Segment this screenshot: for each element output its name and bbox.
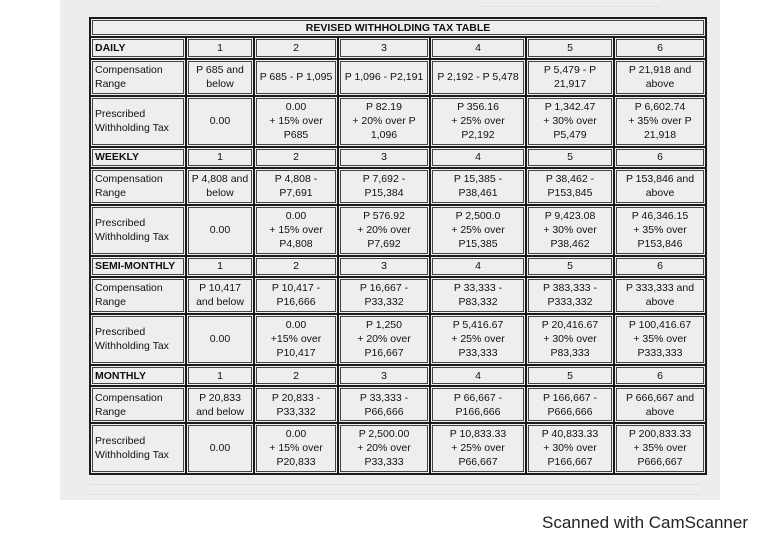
compensation-range-cell: P 15,385 - P38,461 (430, 168, 526, 205)
bracket-number: 5 (526, 37, 614, 58)
bracket-number: 3 (338, 147, 430, 168)
compensation-range-cell: P 33,333 - P83,332 (430, 277, 526, 314)
bracket-number: 1 (186, 37, 254, 58)
bracket-number: 3 (338, 256, 430, 277)
compensation-range-cell: P 2,192 - P 5,478 (430, 59, 526, 96)
period-label: MONTHLY (90, 365, 186, 386)
compensation-range-cell: P 1,096 - P2,191 (338, 59, 430, 96)
compensation-range-cell: P 38,462 - P153,845 (526, 168, 614, 205)
withholding-tax-cell: P 100,416.67 + 35% over P333,333 (614, 314, 706, 365)
weekly-withholding-row (90, 205, 706, 256)
bracket-number: 4 (430, 37, 526, 58)
compensation-range-cell: P 66,667 - P166,666 (430, 386, 526, 423)
compensation-range-cell: P 383,333 - P333,332 (526, 277, 614, 314)
camscanner-watermark: Scanned with CamScanner (538, 511, 752, 535)
withholding-tax-cell: P 576.92 + 20% over P7,692 (338, 205, 430, 256)
withholding-tax-label: Prescribed Withholding Tax (90, 423, 186, 474)
withholding-tax-cell: P 9,423.08 + 30% over P38,462 (526, 205, 614, 256)
bracket-number: 6 (614, 365, 706, 386)
withholding-tax-cell: P 1,342.47 + 30% over P5,479 (526, 96, 614, 147)
bracket-number: 3 (338, 365, 430, 386)
weekly-header-row (90, 147, 706, 168)
bracket-number: 4 (430, 365, 526, 386)
withholding-tax-cell: P 10,833.33 + 25% over P66,667 (430, 423, 526, 474)
withholding-tax-cell: 0.00 (186, 314, 254, 365)
compensation-range-label: Compensation Range (90, 277, 186, 314)
compensation-range-cell: P 333,333 and above (614, 277, 706, 314)
withholding-tax-table (89, 17, 707, 475)
withholding-tax-cell: P 82.19 + 20% over P 1,096 (338, 96, 430, 147)
daily-header-row (90, 37, 706, 58)
period-label: SEMI-MONTHLY (90, 256, 186, 277)
compensation-range-cell: P 7,692 - P15,384 (338, 168, 430, 205)
bracket-number: 4 (430, 147, 526, 168)
withholding-tax-cell: P 1,250 + 20% over P16,667 (338, 314, 430, 365)
compensation-range-label: Compensation Range (90, 386, 186, 423)
compensation-range-cell: P 21,918 and above (614, 59, 706, 96)
compensation-range-cell: P 153,846 and above (614, 168, 706, 205)
withholding-tax-cell: P 2,500.0 + 25% over P15,385 (430, 205, 526, 256)
monthly-withholding-row (90, 423, 706, 474)
compensation-range-cell: P 685 and below (186, 59, 254, 96)
weekly-compensation-row (90, 168, 706, 205)
semi-monthly-compensation-row (90, 277, 706, 314)
withholding-tax-cell: P 20,416.67 + 30% over P83,333 (526, 314, 614, 365)
compensation-range-cell: P 4,808 - P7,691 (254, 168, 338, 205)
compensation-range-cell: P 16,667 - P33,332 (338, 277, 430, 314)
withholding-tax-cell: 0.00 + 15% over P685 (254, 96, 338, 147)
withholding-tax-cell: P 40,833.33 + 30% over P166,667 (526, 423, 614, 474)
withholding-tax-cell: 0.00 (186, 96, 254, 147)
compensation-range-cell: P 33,333 - P66,666 (338, 386, 430, 423)
bracket-number: 5 (526, 365, 614, 386)
withholding-tax-label: Prescribed Withholding Tax (90, 314, 186, 365)
withholding-tax-cell: 0.00 + 15% over P4,808 (254, 205, 338, 256)
compensation-range-cell: P 685 - P 1,095 (254, 59, 338, 96)
title-row (90, 18, 706, 37)
compensation-range-cell: P 10,417 and below (186, 277, 254, 314)
bracket-number: 1 (186, 365, 254, 386)
withholding-tax-cell: P 5,416.67 + 25% over P33,333 (430, 314, 526, 365)
bracket-number: 2 (254, 147, 338, 168)
compensation-range-cell: P 666,667 and above (614, 386, 706, 423)
bracket-number: 1 (186, 256, 254, 277)
bracket-number: 1 (186, 147, 254, 168)
table-body (90, 18, 706, 474)
bracket-number: 2 (254, 256, 338, 277)
bracket-number: 2 (254, 37, 338, 58)
withholding-tax-cell: P 356.16 + 25% over P2,192 (430, 96, 526, 147)
monthly-compensation-row (90, 386, 706, 423)
bleed-through-line (90, 494, 700, 495)
period-label: WEEKLY (90, 147, 186, 168)
compensation-range-cell: P 20,833 and below (186, 386, 254, 423)
withholding-tax-label: Prescribed Withholding Tax (90, 96, 186, 147)
monthly-header-row (90, 365, 706, 386)
withholding-tax-cell: P 6,602.74 + 35% over P 21,918 (614, 96, 706, 147)
period-label: DAILY (90, 37, 186, 58)
compensation-range-cell: P 20,833 - P33,332 (254, 386, 338, 423)
daily-withholding-row (90, 96, 706, 147)
withholding-tax-cell: P 200,833.33 + 35% over P666,667 (614, 423, 706, 474)
withholding-tax-cell: 0.00 (186, 205, 254, 256)
withholding-tax-cell: 0.00 (186, 423, 254, 474)
bracket-number: 3 (338, 37, 430, 58)
withholding-tax-cell: P 46,346.15 + 35% over P153,846 (614, 205, 706, 256)
bracket-number: 5 (526, 256, 614, 277)
bracket-number: 2 (254, 365, 338, 386)
bleed-through-line (90, 484, 700, 485)
semi-monthly-header-row (90, 256, 706, 277)
bracket-number: 6 (614, 37, 706, 58)
daily-compensation-row (90, 59, 706, 96)
compensation-range-label: Compensation Range (90, 59, 186, 96)
withholding-tax-cell: 0.00 +15% over P10,417 (254, 314, 338, 365)
compensation-range-label: Compensation Range (90, 168, 186, 205)
bracket-number: 6 (614, 147, 706, 168)
withholding-tax-cell: P 2,500.00 + 20% over P33,333 (338, 423, 430, 474)
compensation-range-cell: P 166,667 - P666,666 (526, 386, 614, 423)
withholding-tax-cell: 0.00 + 15% over P20,833 (254, 423, 338, 474)
semi-monthly-withholding-row (90, 314, 706, 365)
bleed-through-line (480, 6, 660, 7)
compensation-range-cell: P 10,417 - P16,666 (254, 277, 338, 314)
table-title: REVISED WITHHOLDING TAX TABLE (90, 18, 706, 37)
compensation-range-cell: P 4,808 and below (186, 168, 254, 205)
bracket-number: 5 (526, 147, 614, 168)
compensation-range-cell: P 5,479 - P 21,917 (526, 59, 614, 96)
bracket-number: 6 (614, 256, 706, 277)
bracket-number: 4 (430, 256, 526, 277)
withholding-tax-label: Prescribed Withholding Tax (90, 205, 186, 256)
